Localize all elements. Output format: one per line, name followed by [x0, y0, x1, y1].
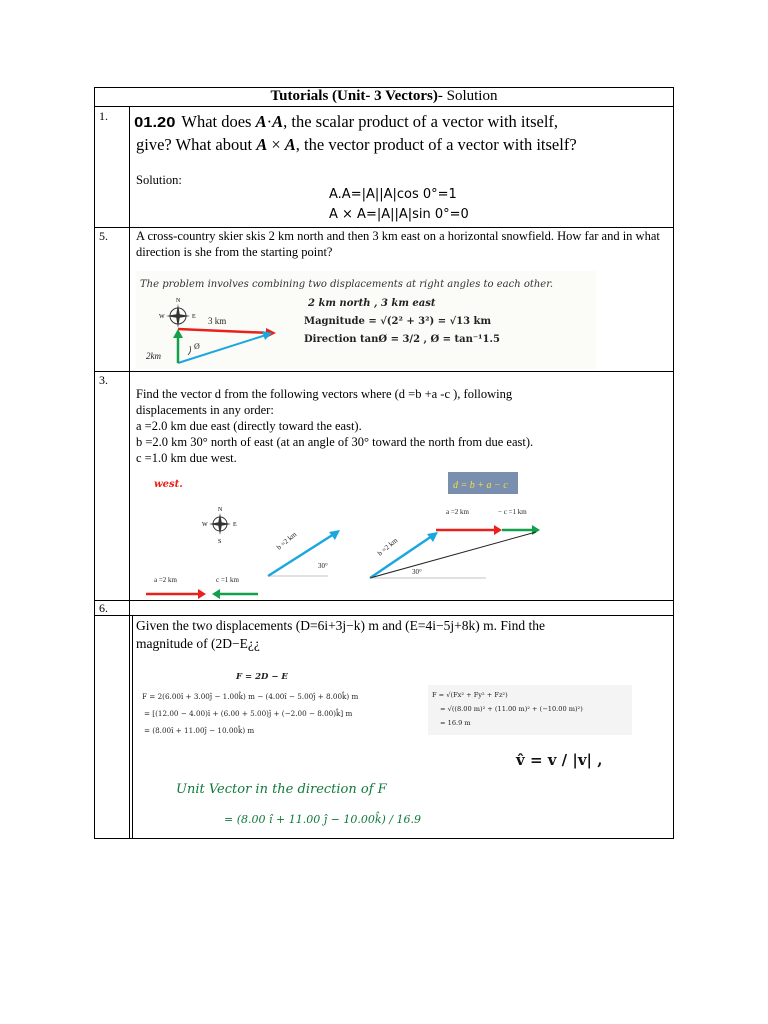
table-border-right [673, 87, 674, 839]
label-30-sum: 30° [412, 568, 422, 576]
table-border-bottom [94, 838, 674, 839]
svg-text:E: E [233, 522, 237, 528]
equation-dot-product: A.A=|A||A|cos 0°=1 [329, 187, 457, 202]
f-step-2: = [(12.00 − 4.00)î + (6.00 + 5.00)ĵ + (−2.00 − 8.00)k̂] m [144, 709, 353, 718]
q3-line-2: displacements in any order: [136, 403, 274, 417]
q6-line-2: magnitude of (2D−E¿¿ [136, 636, 260, 651]
page-title: Tutorials (Unit- 3 Vectors)- Solution [270, 88, 498, 104]
q3-line-5: c =1.0 km due west. [136, 451, 237, 465]
label-c: c =1 km [216, 576, 239, 584]
row-divider [94, 600, 674, 601]
equation-d: d = b + a − c [453, 480, 508, 491]
row-divider [94, 371, 674, 372]
label-west: west. [154, 479, 183, 490]
label-b-sum: b =2 km [376, 536, 400, 558]
vector-addition-diagram [136, 472, 636, 600]
direction-formula: Direction tanØ = 3/2 , Ø = tan⁻¹1.5 [304, 334, 500, 345]
q3-line-3: a =2.0 km due east (directly toward the east). [136, 419, 362, 433]
vector-addition-image [136, 472, 636, 600]
row-divider [94, 615, 674, 616]
f-step-3: = (8.00î + 11.00ĵ − 10.00k̂) m [144, 726, 255, 735]
skier-diagram [136, 271, 596, 369]
q6-solution-diagram [136, 665, 632, 837]
svg-text:N: N [218, 507, 223, 513]
label-30: 30° [318, 562, 328, 570]
tutorial-table [94, 87, 674, 839]
table-border-left [94, 87, 95, 839]
q3-line-1: Find the vector d from the following vectors where (d =b +a -c ), following [136, 387, 513, 401]
image-caption: The problem involves combining two displacements at right angles to each other. [140, 279, 554, 290]
label-a: a =2 km [154, 576, 177, 584]
svg-text:S: S [218, 539, 222, 545]
svg-text:E: E [192, 314, 196, 320]
svg-text:W: W [202, 522, 208, 528]
handwritten-note-2: = (8.00 î + 11.00 ĵ − 10.00k̂) / 16.9 [224, 813, 421, 826]
column-divider [132, 615, 133, 839]
row-number: 5. [99, 229, 108, 243]
skier-solution-image [136, 271, 596, 369]
magnitude-step-3: = 16.9 m [440, 719, 471, 727]
given-values: 2 km north , 3 km east [308, 298, 436, 309]
row-number: 1. [99, 109, 108, 123]
question-1-text: 01.20 What does A·A, the scalar product of a vector with itself, give? What about A × A, the vector product of a vector with itself? [134, 112, 577, 154]
magnitude-step-1: F = √(Fx² + Fy² + Fz²) [432, 691, 508, 699]
label-b: b =2 km [275, 530, 299, 552]
label-c-sum: − c =1 km [498, 508, 527, 516]
equation-cross-product: A × A=|A||A|sin 0°=0 [329, 207, 469, 222]
question-code: 01.20 [134, 114, 176, 131]
question-6-text [136, 617, 671, 653]
f-heading: F = 2D − E [236, 672, 288, 682]
question-3-text [136, 386, 671, 466]
q6-line-1: Given the two displacements (D=6i+3j−k) m and (E=4i−5j+8k) m. Find the [136, 618, 545, 633]
svg-text:N: N [176, 298, 181, 304]
magnitude-formula: Magnitude = √(2² + 3²) = √13 km [304, 316, 492, 327]
handwritten-note-1: Unit Vector in the direction of F [176, 782, 387, 797]
row-number: 6. [99, 601, 108, 615]
f-step-1: F = 2(6.00î + 3.00ĵ − 1.00k̂) m − (4.00î − 5.00ĵ + 8.00k̂) m [142, 692, 359, 701]
question-5-text: A cross-country skier skis 2 km north and then 3 km east on a horizontal snowfield. How far and in what direction is she from the starting point? [136, 229, 660, 259]
column-divider [129, 106, 130, 839]
label-2km: 2km [146, 351, 161, 361]
svg-text:W: W [159, 314, 165, 320]
label-a-sum: a =2 km [446, 508, 469, 516]
row-number: 3. [99, 373, 108, 387]
label-3km: 3 km [208, 316, 227, 326]
row-divider [94, 106, 674, 107]
q3-line-4: b =2.0 km 30° north of east (at an angle of 30° toward the north from due east). [136, 435, 534, 449]
q6-solution-image [136, 665, 632, 837]
compass-rose-icon [202, 507, 237, 545]
unit-vector-formula: v̂ = v / |v| , [516, 751, 603, 769]
label-phi: Ø [194, 342, 200, 351]
magnitude-step-2: = √((8.00 m)² + (11.00 m)² + (−10.00 m)²) [440, 705, 583, 713]
solution-label: Solution: [136, 173, 182, 187]
